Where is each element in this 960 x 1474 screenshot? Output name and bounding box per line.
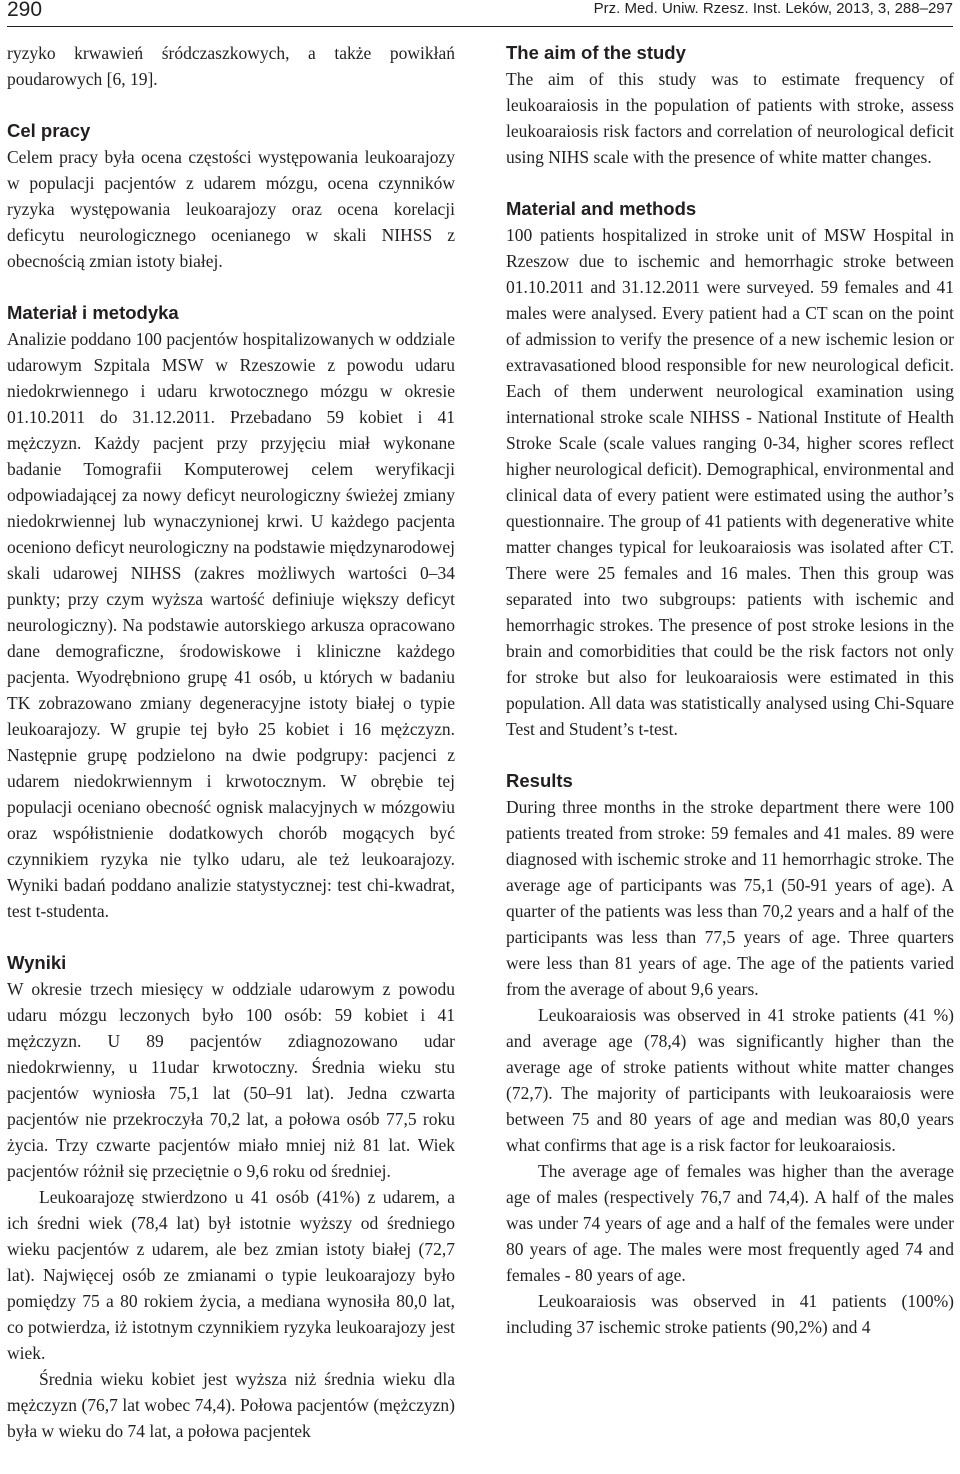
results-heading-en: Results [506, 770, 573, 791]
results-heading-pl: Wyniki [7, 952, 67, 973]
aim-heading-en: The aim of the study [506, 42, 686, 63]
methods-heading-pl: Materiał i metodyka [7, 302, 179, 323]
results-paragraph-en-4: Leukoaraiosis was observed in 41 patients (100%) including 37 ischemic stroke patients (90,2%) and 4 [506, 1291, 954, 1337]
intro-tail-paragraph: ryzyko krwawień śródczaszkowych, a także powikłań poudarowych [6, 19]. [7, 43, 455, 89]
results-paragraph-en-1: During three months in the stroke department there were 100 patients treated from stroke: 59 females and 41 males. 89 were diagnosed with ischemic stroke and 11 hemorrhagic stroke. The average age of participants was 75,1 (50-91 years of age). A quarter of the patients was less than 70,2 years and a half of the participants was less than 77,5 years of age. Three quarters were less than 81 years of age. The age of the patients varied from the average of about 9,6 years. [506, 797, 954, 999]
page-header [7, 0, 953, 27]
right-column-english [506, 40, 954, 1340]
results-paragraph-en-2: Leukoaraiosis was observed in 41 stroke patients (41 %) and average age (78,4) was significantly higher than the average age of stroke patients without white matter changes (72,7). The majority of participants with leukoaraiosis were between 75 and 80 years of age and median was 80,0 years what confirms that age is a risk factor for leukoaraiosis. [506, 1005, 954, 1155]
results-paragraph-en-3: The average age of females was higher than the average age of males (respectively 76,7 and 74,4). A half of the males was under 74 years of age and a half of the females were under 80 years of age. The males were most frequently aged 74 and females - 80 years of age. [506, 1161, 954, 1285]
methods-heading-en: Material and methods [506, 198, 697, 219]
aim-paragraph-pl: Celem pracy była ocena częstości występowania leukoarajozy w populacji pacjentów z udarem mózgu, ocena czynników ryzyka występowania leukoarajozy oraz ocena korelacji deficytu neurologicznego ocenianego w skali NIHSS z obecnością zmian istoty białej. [7, 147, 455, 271]
left-column-polish [7, 40, 455, 1444]
methods-paragraph-pl: Analizie poddano 100 pacjentów hospitalizowanych w oddziale udarowym Szpitala MSW w Rzeszowie z powodu udaru niedokrwiennego i udaru krwotocznego mózgu w okresie 01.10.2011 do 31.12.2011. Przebadano 59 kobiet i 41 mężczyzn. Każdy pacjent przy przyjęciu miał wykonane badanie Tomografii Komputerowej celem weryfikacji odpowiadającej za nowy deficyt neurologiczny świeżej zmiany niedokrwiennej lub wynaczynionej krwi. U każdego pacjenta oceniono deficyt neurologiczny na podstawie międzynarodowej skali udarowej NIHSS (zakres możliwych wartości 0–34 punkty; przy czym wyższa wartość definiuje większy deficyt neurologiczny). Na podstawie autorskiego arkusza opracowano dane demograficzne, środowiskowe i kliniczne każdego pacjenta. Wyodrębniono grupę 41 osób, u których w badaniu TK zobrazowano zmiany degeneracyjne istoty białej o typie leukoarajozy. W grupie tej było 25 kobiet i 16 mężczyzn. Następnie grupę podzielono na dwie podgrupy: pacjenci z udarem niedokrwiennym i krwotocznym. W obrębie tej populacji oceniano obecność ognisk malacyjnych w mózgowiu oraz współistnienie dodatkowych chorób mogących być czynnikiem ryzyka nie tylko udaru, ale też leukoarajozy. Wyniki badań poddano analizie statystycznej: test chi-kwadrat, test t-studenta. [7, 329, 455, 921]
results-paragraph-pl-2: Leukoarajozę stwierdzono u 41 osób (41%) z udarem, a ich średni wiek (78,4 lat) był istotnie wyższy od średniego wieku pacjentów z udarem, ale bez zmian istoty białej (72,7 lat). Najwięcej osób ze zmianami o typie leukoarajozy było pomiędzy 75 a 80 rokiem życia, a mediana wynosiła 80,0 lat, co potwierdza, iż istotnym czynnikiem ryzyka leukoarajozy jest wiek. [7, 1187, 455, 1363]
aim-paragraph-en: The aim of this study was to estimate frequency of leukoaraiosis in the population of patients with stroke, assess leukoaraiosis risk factors and correlation of neurological deficit using NIHS scale with the presence of white matter changes. [506, 69, 954, 167]
results-paragraph-pl-1: W okresie trzech miesięcy w oddziale udarowym z powodu udaru mózgu leczonych było 100 osób: 59 kobiet i 41 mężczyzn. U 89 pacjentów zdiagnozowano udar niedokrwienny, u 11udar krwotoczny. Średnia wieku stu pacjentów wyniosła 75,1 lat (50–91 lat). Jedna czwarta pacjentów nie przekroczyła 70,2 lat, a połowa osób 77,5 roku życia. Trzy czwarte pacjentów miało mniej niż 81 lat. Wiek pacjentów różnił się przeciętnie o 9,6 roku od średniej. [7, 979, 455, 1181]
page-number: 290 [7, 0, 43, 21]
journal-reference: Prz. Med. Uniw. Rzesz. Inst. Leków, 2013, 3, 288–297 [593, 0, 953, 17]
aim-heading-pl: Cel pracy [7, 120, 91, 141]
methods-paragraph-en: 100 patients hospitalized in stroke unit of MSW Hospital in Rzeszow due to ischemic and hemorrhagic stroke between 01.10.2011 and 31.12.2011 were surveyed. 59 females and 41 males were analysed. Every patient had a CT scan on the point of admission to verify the presence of a new ischemic lesion or extravasationed blood responsible for new neurological deficit. Each of them underwent neurological examination using international stroke scale NIHSS - National Institute of Health Stroke Scale (scale values ranging 0-34, higher scores reflect higher neurological deficit). Demographical, environmental and clinical data of every patient were estimated using the author’s questionnaire. The group of 41 patients with degenerative white matter changes typical for leukoaraiosis was isolated after CT. There were 25 females and 16 males. Then this group was separated into two subgroups: patients with ischemic and hemorrhagic strokes. The presence of post stroke lesions in the brain and comorbidities that could be the risk factors not only for stroke but also for leukoaraiosis were estimated in this population. All data was statistically analysed using Chi-Square Test and Student’s t-test. [506, 225, 954, 739]
results-paragraph-pl-3: Średnia wieku kobiet jest wyższa niż średnia wieku dla mężczyzn (76,7 lat wobec 74,4). Połowa pacjentów (mężczyzn) była w wieku do 74 lat, a połowa pacjentek [7, 1369, 455, 1441]
